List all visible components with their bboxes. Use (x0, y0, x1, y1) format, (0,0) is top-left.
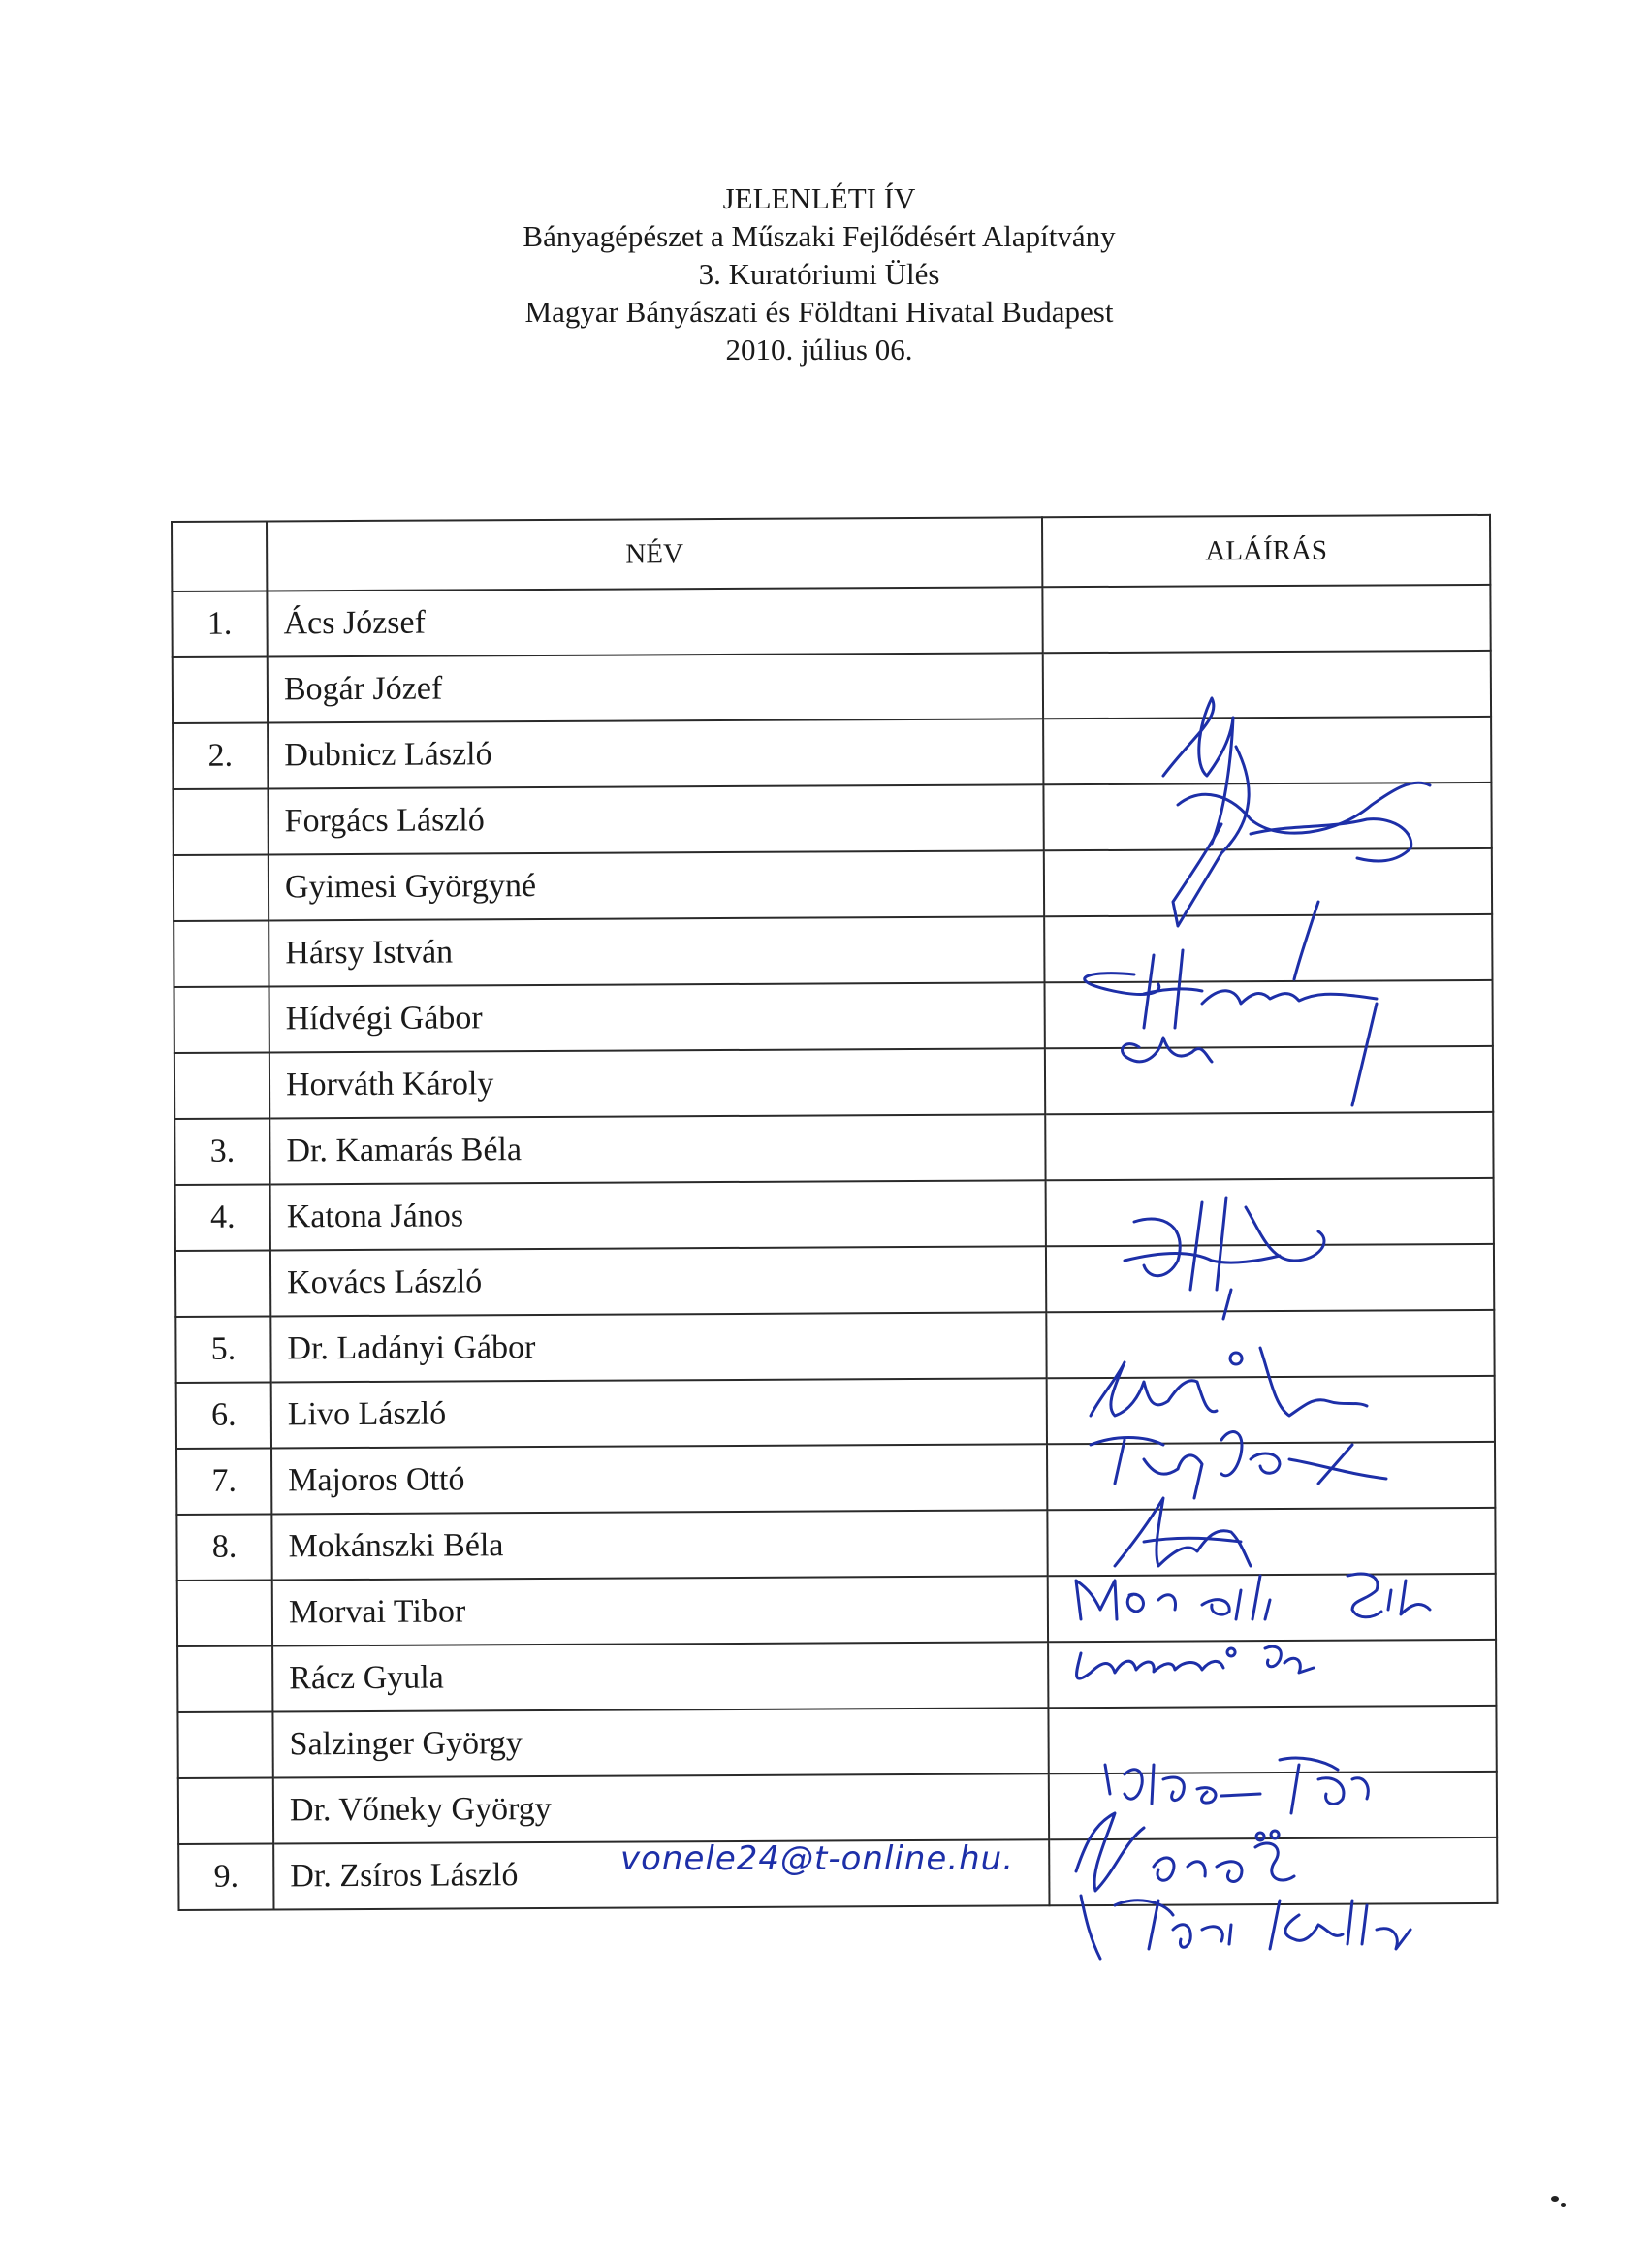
row-number (174, 854, 269, 921)
attendee-name: Dr. Vőneky György (273, 1773, 1049, 1843)
signature-cell (1043, 783, 1491, 850)
signature-cell (1045, 1112, 1493, 1180)
row-number (177, 1711, 272, 1778)
table-row (172, 585, 1490, 657)
signature-cell (1048, 1574, 1496, 1642)
column-header-signature: ALÁÍRÁS (1042, 515, 1490, 587)
row-number: 8. (176, 1514, 271, 1581)
table-row (174, 1112, 1493, 1185)
signature-cell (1046, 1244, 1494, 1312)
row-number (174, 920, 269, 987)
table-row (178, 1772, 1497, 1844)
attendee-name: Gyimesi Györgyné (269, 850, 1044, 920)
signature-cell (1047, 1508, 1495, 1576)
attendee-name: Dr. Zsíros László (273, 1839, 1049, 1909)
table-row (175, 1244, 1494, 1317)
row-number (174, 1052, 269, 1119)
signature-cell (1044, 848, 1492, 916)
signature-cell (1044, 914, 1492, 982)
table-row (177, 1640, 1496, 1712)
attendee-name: Hársy István (269, 916, 1044, 986)
handwritten-email: vonele24@t-online.hu. (620, 1839, 1015, 1878)
row-number (178, 1777, 273, 1844)
attendee-name: Horváth Károly (269, 1048, 1045, 1118)
signature-cell (1045, 1046, 1493, 1114)
attendee-name: Hídvégi Gábor (269, 982, 1045, 1052)
signature-cell (1048, 1640, 1496, 1708)
row-number: 9. (178, 1843, 273, 1910)
document-title: JELENLÉTI ÍV (722, 181, 916, 215)
row-number: 3. (174, 1118, 269, 1185)
row-number (174, 986, 269, 1053)
signature-cell (1046, 1178, 1494, 1246)
table-row (175, 1310, 1494, 1383)
row-number (173, 788, 268, 855)
row-number: 1. (172, 591, 267, 657)
signature-cell (1049, 1837, 1497, 1905)
row-number (173, 656, 268, 723)
attendee-name: Katona János (270, 1180, 1046, 1250)
table-row (173, 783, 1491, 855)
signature-cell (1048, 1706, 1496, 1773)
table-row (174, 914, 1492, 987)
table-row (176, 1376, 1495, 1449)
scan-speck (1561, 2203, 1566, 2207)
signature-cell (1046, 1310, 1494, 1378)
row-number (177, 1645, 272, 1712)
column-header-number (172, 521, 267, 591)
row-number: 2. (173, 722, 268, 789)
meeting-date: 2010. július 06. (725, 333, 913, 367)
attendee-name: Forgács László (268, 784, 1043, 854)
table-row (174, 980, 1493, 1053)
row-number: 7. (176, 1448, 271, 1515)
table-row (174, 1046, 1493, 1119)
row-number (175, 1250, 270, 1317)
attendee-name: Kovács László (270, 1246, 1046, 1316)
table-row (173, 651, 1491, 723)
signature-cell (1047, 1442, 1495, 1510)
signature-cell (1042, 585, 1490, 653)
signature-cell (1049, 1772, 1497, 1839)
attendee-name: Bogár Józef (268, 653, 1043, 722)
attendance-table-wrapper (171, 514, 1493, 1959)
signature-cell (1047, 1376, 1495, 1444)
table-row (176, 1442, 1495, 1515)
table-row (175, 1178, 1494, 1251)
attendee-name: Ács József (267, 587, 1042, 656)
row-number (177, 1580, 272, 1646)
table-row (177, 1706, 1496, 1778)
table-row (173, 717, 1491, 789)
attendee-name: Dubnicz László (268, 719, 1043, 788)
attendee-name: Salzinger György (272, 1708, 1048, 1777)
table-row (174, 848, 1492, 921)
attendee-name: Mokánszki Béla (271, 1510, 1047, 1580)
meeting-location: Magyar Bányászati és Földtani Hivatal Budapest (524, 295, 1114, 329)
attendee-name: Morvai Tibor (272, 1576, 1048, 1645)
signature-cell (1043, 651, 1491, 719)
attendee-name: Dr. Kamarás Béla (269, 1114, 1045, 1184)
attendee-name: Dr. Ladányi Gábor (270, 1312, 1046, 1382)
signature-cell (1045, 980, 1493, 1048)
foundation-name: Bányagépészet a Műszaki Fejlődésért Alapítvány (523, 219, 1116, 253)
row-number: 4. (175, 1184, 270, 1251)
attendee-name: Rácz Gyula (272, 1642, 1048, 1711)
scan-speck (1551, 2196, 1559, 2202)
meeting-name: 3. Kuratóriumi Ülés (698, 257, 940, 291)
signature-cell (1043, 717, 1491, 784)
document-header (0, 179, 1638, 368)
row-number: 6. (176, 1382, 271, 1449)
table-row (176, 1508, 1495, 1581)
attendee-name: Majoros Ottó (271, 1444, 1047, 1514)
attendee-name: Livo László (271, 1378, 1047, 1448)
column-header-name: NÉV (267, 517, 1042, 591)
table-header-row (172, 515, 1490, 591)
table-row (177, 1574, 1496, 1646)
attendance-table (171, 514, 1498, 1911)
row-number: 5. (175, 1316, 270, 1383)
